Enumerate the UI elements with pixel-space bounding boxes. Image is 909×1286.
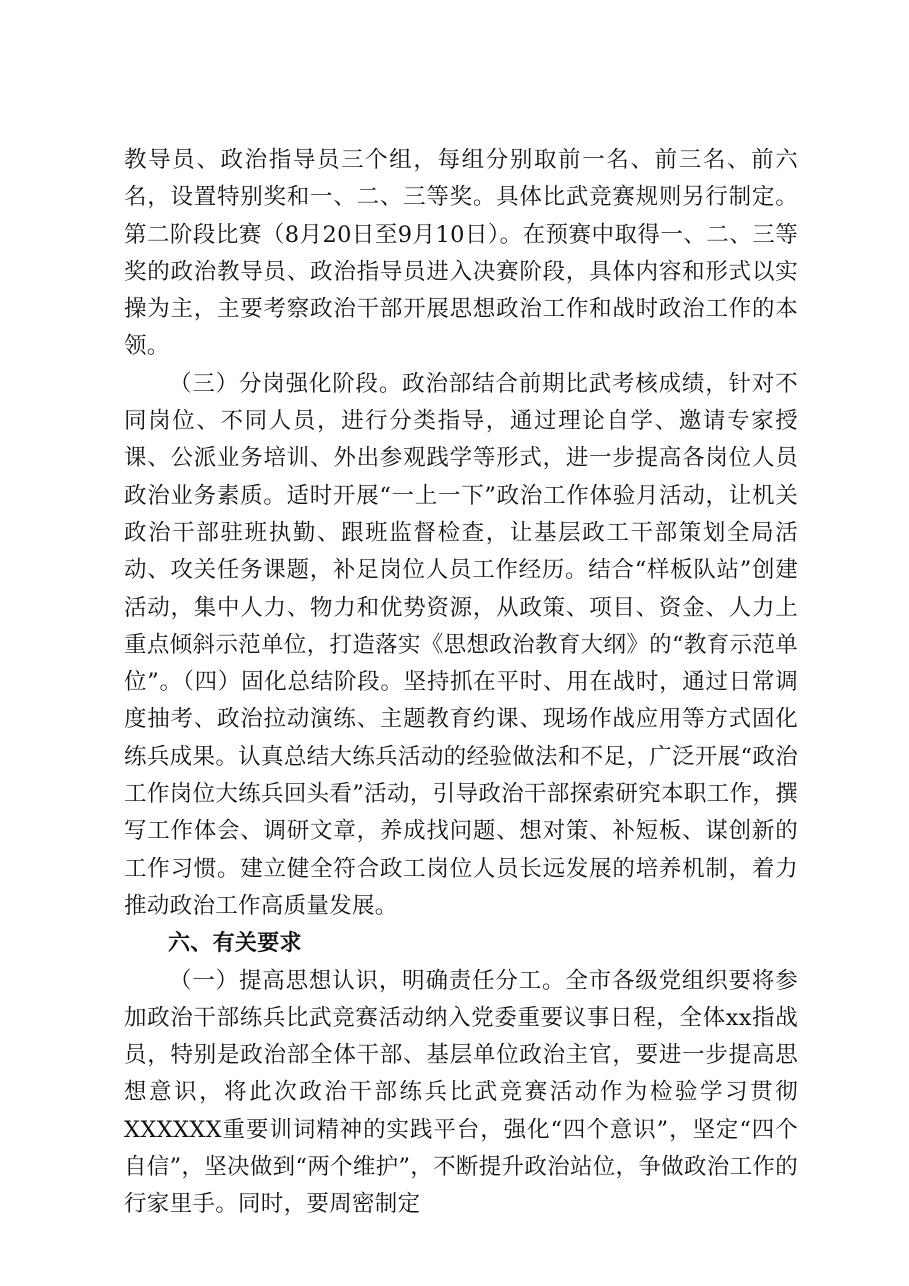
body-paragraph-1: 教导员、政治指导员三个组，每组分别取前一名、前三名、前六名，设置特别奖和一、二、三等奖。具体比武竞赛规则另行制定。第二阶段比赛（8月20日至9月10日）。在预赛中取得一、二、三等奖的政治教导员、政治指导员进入决赛阶段，具体内容和形式以实操为主，主要考察政治干部开展思想政治工作和战时政治工作的本领。 [124, 147, 798, 360]
body-paragraph-2: （三）分岗强化阶段。政治部结合前期比武考核成绩，针对不同岗位、不同人员，进行分类指导，通过理论自学、邀请专家授课、公派业务培训、外出参观践学等形式，进一步提高各岗位人员政治业务素质。适时开展“一上一下”政治工作体验月活动，让机关政治干部驻班执勤、跟班监督检查，让基层政工干部策划全局活动、攻关任务课题，补足岗位人员工作经历。结合“样板队站”创建活动，集中人力、物力和优势资源，从政策、项目、资金、人力上重点倾斜示范单位，打造落实《思想政治教育大纲》的“教育示范单位”。（四）固化总结阶段。坚持抓在平时、用在战时，通过日常调度抽考、政治拉动演练、主题教育约课、现场作战应用等方式固化练兵成果。认真总结大练兵活动的经验做法和不足，广泛开展“政治工作岗位大练兵回头看”活动，引导政治干部探索研究本职工作，撰写工作体会、调研文章，养成找问题、想对策、补短板、谋创新的工作习惯。建立健全符合政工岗位人员长远发展的培养机制，着力推动政治工作高质量发展。 [124, 370, 798, 919]
body-paragraph-3: （一）提高思想认识，明确责任分工。全市各级党组织要将参加政治干部练兵比武竞赛活动纳入党委重要议事日程，全体xx指战员，特别是政治部全体干部、基层单位政治主官，要进一步提高思想意识，将此次政治干部练兵比武竞赛活动作为检验学习贯彻XXXXXX重要训词精神的实践平台，强化“四个意识”，坚定“四个自信”，坚决做到“两个维护”，不断提升政治站位，争做政治工作的行家里手。同时，要周密制定 [124, 967, 798, 1218]
section-heading-requirements: 六、有关要求 [168, 931, 302, 957]
document-page [124, 142, 798, 1224]
